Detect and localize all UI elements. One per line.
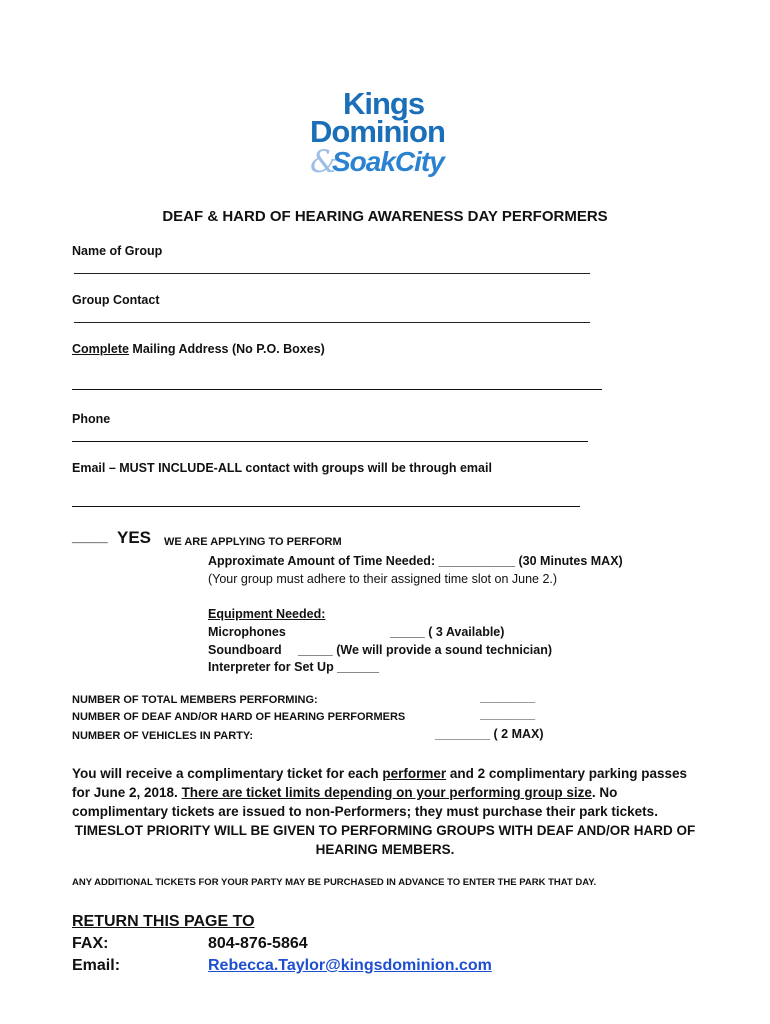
logo-ampersand: & [310,144,338,180]
notice-performer: performer [382,766,447,781]
fax-number: 804-876-5864 [208,935,308,952]
yes-label: YES [117,528,152,547]
group-name-label: Name of Group [72,244,163,258]
notice-text: . No [591,785,618,800]
vehicles-max: ( 2 MAX) [490,727,544,741]
additional-tickets-note: ANY ADDITIONAL TICKETS FOR YOUR PARTY MAY BE PURCHASED IN ADVANCE TO ENTER THE PARK THAT DAY. [72,877,597,888]
time-needed-line: Approximate Amount of Time Needed: ___________ (30 Minutes MAX) [208,554,623,568]
notice-line-1 [72,764,687,783]
address-complete-text: Complete [72,342,129,356]
notice-text: for June 2, 2018. [72,785,182,800]
notice-line-4: TIMESLOT PRIORITY WILL BE GIVEN TO PERFORMING GROUPS WITH DEAF AND/OR HARD OF [74,823,696,838]
deaf-members-label: NUMBER OF DEAF AND/OR HARD OF HEARING PERFORMERS [72,711,406,723]
page-title: DEAF & HARD OF HEARING AWARENESS DAY PERFORMERS [162,208,608,225]
soundboard-field[interactable]: _____ (We will provide a sound technician) [298,643,553,657]
group-contact-label: Group Contact [72,293,160,307]
applying-label: WE ARE APPLYING TO PERFORM [164,536,342,548]
group-name-field[interactable] [74,273,590,274]
return-heading: RETURN THIS PAGE TO [72,913,255,930]
email-return-label: Email: [72,957,121,974]
soundboard-label: Soundboard [208,643,282,657]
yes-blank[interactable]: ____ [72,528,108,545]
kings-dominion-logo [310,86,470,186]
notice-line-5: HEARING MEMBERS. [315,842,455,857]
microphones-field[interactable]: _____ ( 3 Available) [390,625,505,639]
vehicles-label: NUMBER OF VEHICLES IN PARTY: [72,730,254,742]
vehicles-field[interactable] [435,727,544,741]
notice-text: You will receive a complimentary ticket for each [72,766,383,781]
notice-line-3: complimentary tickets are issued to non-Performers; they must purchase their park tickets. [72,804,658,819]
total-members-label: NUMBER OF TOTAL MEMBERS PERFORMING: [72,694,318,706]
time-note: (Your group must adhere to their assigned time slot on June 2.) [208,572,558,586]
logo-line-kings: Kings [343,86,425,121]
interpreter-field[interactable]: Interpreter for Set Up ______ [208,660,379,674]
address-label [72,342,325,356]
phone-label: Phone [72,412,111,426]
phone-field[interactable] [72,441,588,442]
deaf-members-field[interactable]: _________ [480,709,536,721]
address-rest-text: Mailing Address (No P.O. Boxes) [128,342,325,356]
group-contact-field[interactable] [74,322,590,323]
microphones-label: Microphones [208,625,286,639]
vehicles-blank: _________ [435,729,491,741]
address-field[interactable] [72,389,602,390]
logo-line-dominion: Dominion [310,114,445,149]
email-label: Email – MUST INCLUDE-ALL contact with groups will be through email [72,461,492,475]
notice-line-2 [72,783,617,802]
fax-label: FAX: [72,935,109,952]
email-field[interactable] [72,506,580,507]
notice-ticket-limits: There are ticket limits depending on your performing group size [181,785,592,800]
notice-text: and 2 complimentary parking passes [446,766,687,781]
email-link[interactable]: Rebecca.Taylor@kingsdominion.com [208,957,492,974]
logo-line-soakcity: SoakCity [332,146,444,177]
equipment-heading: Equipment Needed: [208,607,326,621]
total-members-field[interactable]: _________ [480,692,536,704]
